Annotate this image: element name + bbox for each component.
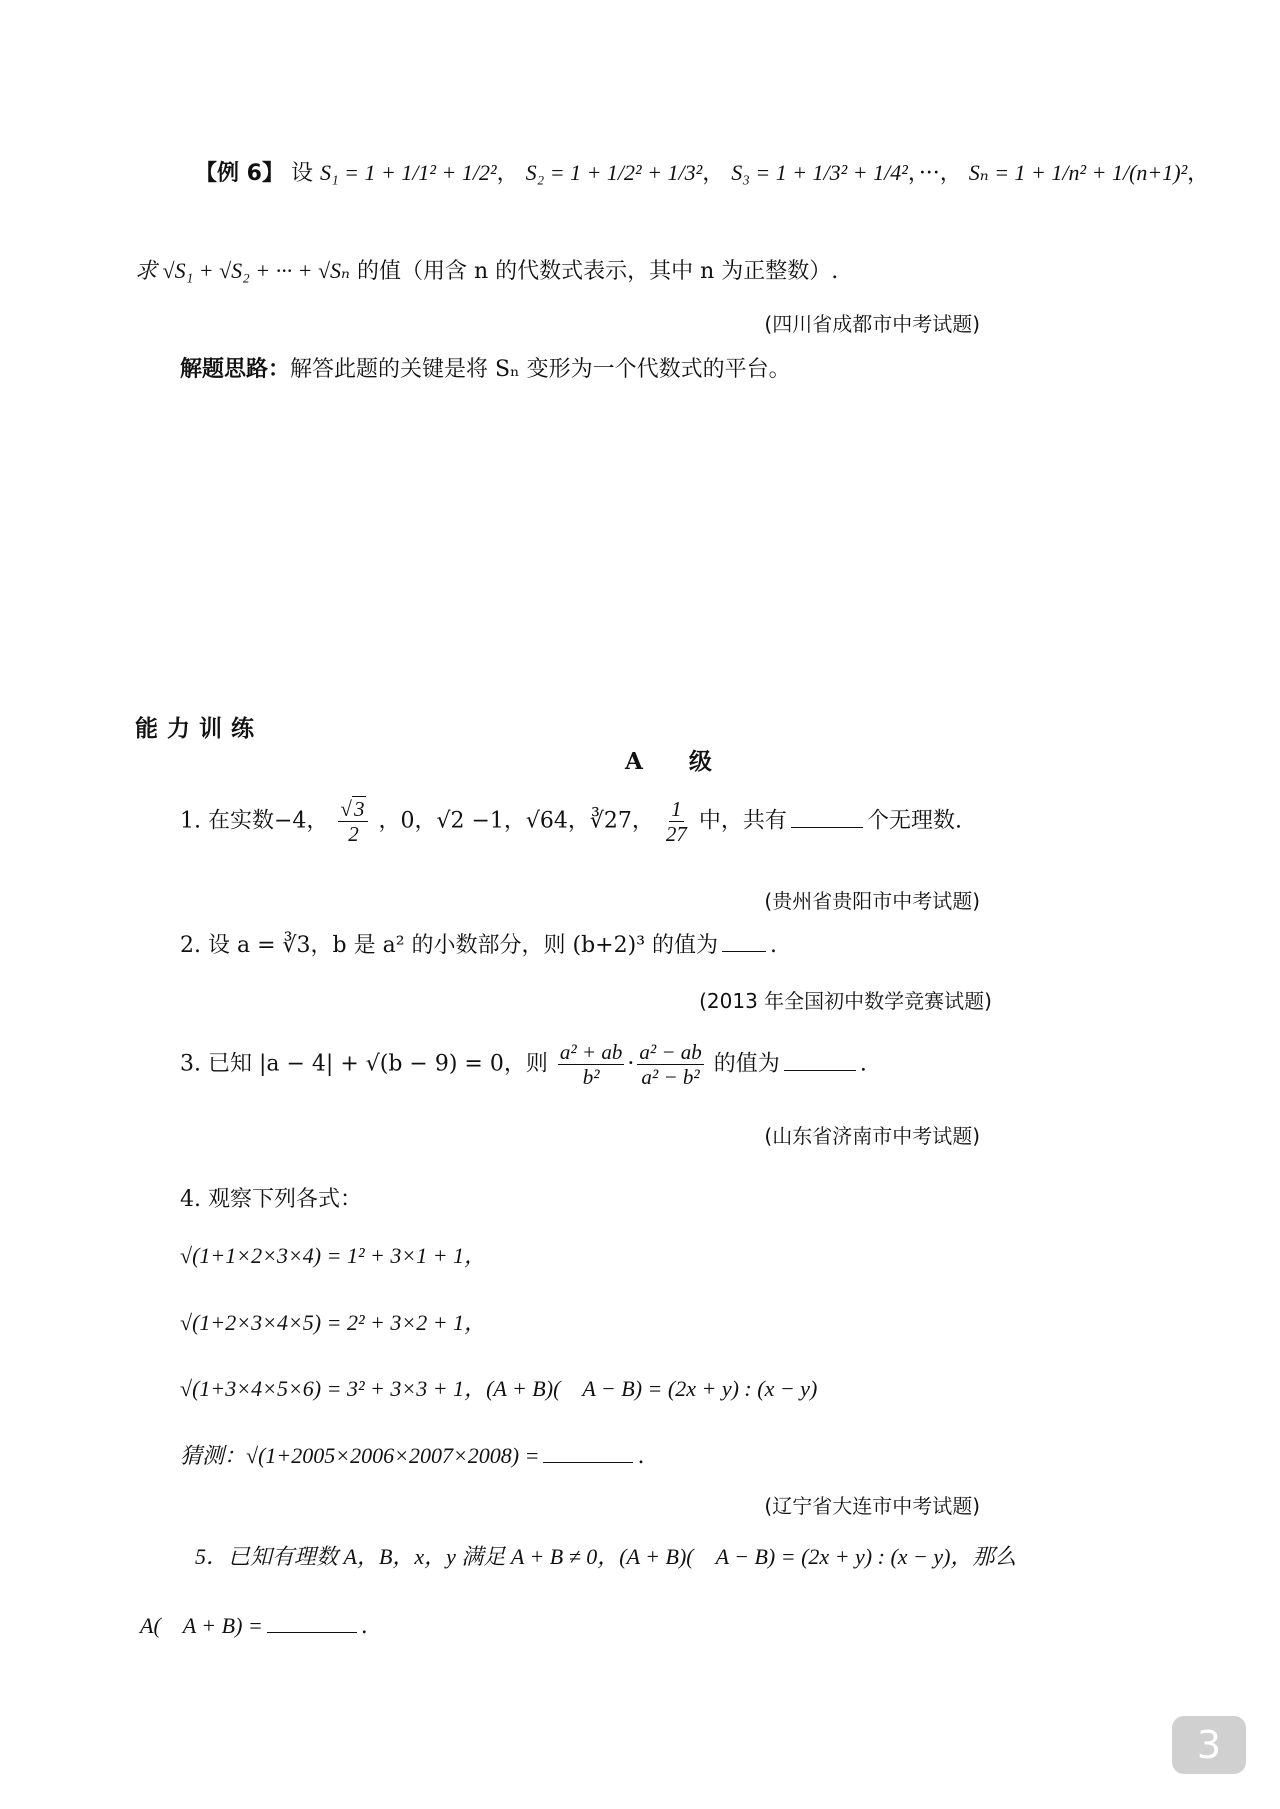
p2-answer-blank[interactable] — [722, 950, 766, 952]
s2-formula: S₂ = 1 + 1/2² + 1/3² — [525, 160, 703, 185]
p2-end: . — [770, 933, 778, 958]
p1-text-b: ，0，√2 −1，√64，∛27， — [378, 808, 654, 834]
p3-answer-blank[interactable] — [784, 1069, 856, 1071]
problem-4-eq1: √(1+1×2×3×4) = 1² + 3×1 + 1， — [180, 1243, 487, 1268]
section-title: 能力训练 — [135, 716, 263, 742]
example-lead: 设 — [290, 161, 313, 186]
p2-text: 2. 设 a = ∛3，b 是 a² 的小数部分，则 (b+2)³ 的值为 — [180, 933, 719, 958]
problem-5-line2 — [140, 1613, 368, 1640]
fraction-1-over-27: $\frac{1}{27}$ — [665, 797, 687, 847]
p3-text-b: 的值为 — [713, 1051, 780, 1077]
page-number-badge: 3 — [1172, 1716, 1246, 1774]
p1-text-c: 中，共有 — [698, 808, 787, 834]
hint-line — [180, 357, 791, 383]
problem-4-eq2: √(1+2×3×4×5) = 2² + 3×2 + 1， — [180, 1310, 487, 1335]
p1-source: (贵州省贵阳市中考试题) — [764, 889, 980, 913]
sum-expression: 求 √S₁ + √S₂ + ··· + √Sₙ — [135, 258, 350, 283]
p2-source: (2013 年全国初中数学竞赛试题) — [699, 989, 992, 1013]
example-statement: 【例 6】 设 S₁ = 1 + 1/1² + 1/2²， S₂ = 1 + 1/2² + 1/3²， S₃ = 1 + 1/3² + 1/4²，···， Sₙ = 1 + 1/n² + 1/(n+1)²， — [195, 160, 1210, 186]
s1-formula: S₁ = 1 + 1/1² + 1/2² — [319, 160, 497, 185]
p3-source: (山东省济南市中考试题) — [764, 1124, 980, 1148]
example-source: (四川省成都市中考试题) — [764, 312, 980, 336]
problem-1 — [180, 797, 962, 846]
problem-4-eq3: √(1+3×4×5×6) = 3² + 3×3 + 1，(A + B)( A − B) = (2x + y) : (x − y) — [180, 1376, 818, 1401]
p4-answer-blank[interactable] — [543, 1461, 633, 1463]
p1-text-a: 1. 在实数−4， — [180, 808, 329, 834]
fraction-sqrt3-over-2: $\frac{√3}{2}$ — [338, 797, 368, 846]
s3-formula: S₃ = 1 + 1/3² + 1/4² — [731, 160, 908, 185]
p4-end: . — [637, 1444, 645, 1469]
example-tag: 【例 6】 — [195, 161, 284, 186]
p3-end: . — [859, 1051, 867, 1077]
p3-text-a: 3. 已知 |a − 4| + √(b − 9) = 0，则 — [180, 1051, 548, 1077]
p4-guess-text: 猜测：√(1+2005×2006×2007×2008) = — [180, 1443, 540, 1468]
hint-label: 解题思路： — [180, 357, 291, 382]
p4-source: (辽宁省大连市中考试题) — [764, 1494, 980, 1518]
p5-end: . — [360, 1614, 368, 1639]
problem-5-line1 — [195, 1544, 1017, 1571]
p1-answer-blank[interactable] — [791, 826, 863, 828]
problem-4-guess — [180, 1443, 644, 1470]
p1-text-d: 个无理数. — [866, 808, 962, 834]
problem-3: 3. 已知 |a − 4| + √(b − 9) = 0，则 $\frac{\text{a² + ab}}{\text{b²}}$ · $\frac{\text{a² − ab}}{\text{a² − b²}}$ 的值为 . — [180, 1040, 867, 1090]
level-title: A 级 — [625, 748, 712, 775]
p5-answer-blank[interactable] — [267, 1631, 357, 1633]
problem-2 — [180, 933, 777, 959]
question-text: 的值（用含 n 的代数式表示，其中 n 为正整数）. — [356, 259, 839, 284]
fraction-a2ab-over-b2: $\frac{\text{a² + ab}}{\text{b²}}$ — [559, 1040, 623, 1090]
fraction-a2-ab-over-a2-b2: $\frac{\text{a² − ab}}{\text{a² − b²}}$ — [639, 1040, 702, 1090]
example-question — [135, 258, 838, 285]
p5-line2-text: A( A + B) = — [140, 1613, 263, 1638]
hint-text: 解答此题的关键是将 Sₙ 变形为一个代数式的平台。 — [290, 357, 791, 382]
p5-line1-text: 5．已知有理数 A，B，x，y 满足 A + B ≠ 0，(A + B)( A − B) = (2x + y) : (x − y)，那么 — [195, 1544, 1017, 1569]
problem-4-intro: 4. 观察下列各式： — [180, 1187, 362, 1212]
sn-formula: Sₙ = 1 + 1/n² + 1/(n+1)² — [968, 160, 1188, 185]
